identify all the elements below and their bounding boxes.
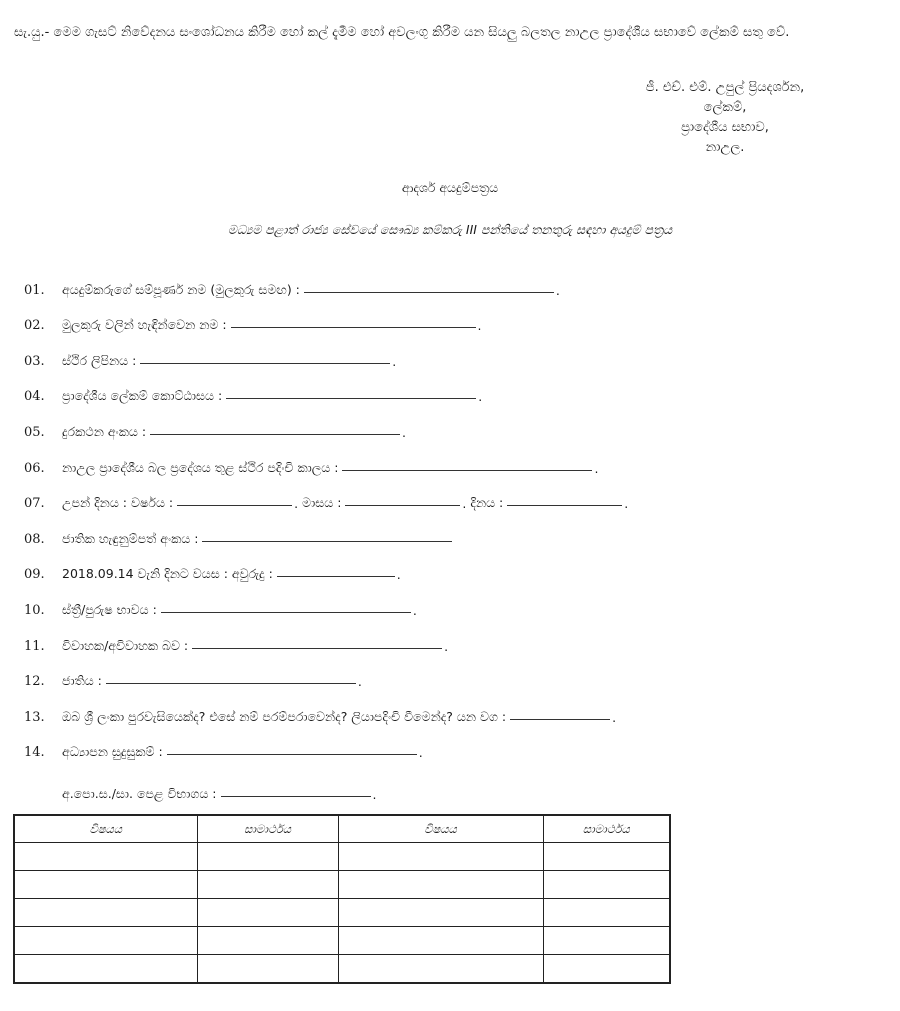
day-label: දිනය : <box>470 495 504 511</box>
field-number: 05. <box>24 424 45 440</box>
table-row <box>14 871 670 899</box>
application-fields <box>24 262 894 802</box>
field-number: 14. <box>24 745 45 761</box>
field-divisional-secretariat: 04. ප්‍රාදේශීය ලේකම් කොට්ඨාසය : . <box>24 388 483 405</box>
subject-header: විෂයය <box>14 815 197 843</box>
field-permanent-address: 03. ස්ථිර ලිපිනය : . <box>24 352 397 369</box>
field-telephone: 05. දුරකථන අංකය : . <box>24 423 407 440</box>
table-row <box>14 927 670 955</box>
table-cell[interactable] <box>543 871 670 899</box>
field-label: ඔබ ශ්‍රී ලංකා පුරවැසියෙක්ද? එසේ නම් පරම්පරාවෙන්ද? ලියාපදිංචි වීමෙන්ද? යන වග : <box>62 708 507 724</box>
field-label: මුලකුරු වලින් හැඳින්වෙන නම : <box>62 317 227 333</box>
fill-line[interactable] <box>226 397 476 399</box>
field-label: ජාතිය : <box>62 673 102 689</box>
field-number: 07. <box>24 496 45 512</box>
table-cell[interactable] <box>14 899 197 927</box>
table-cell[interactable] <box>338 871 543 899</box>
table-cell[interactable] <box>197 899 338 927</box>
field-race: 12. ජාතිය : . <box>24 673 362 690</box>
signatory-office: ප්‍රාදේශීය සභාව, <box>681 120 769 135</box>
table-cell[interactable] <box>14 871 197 899</box>
field-residence-period: 06. නාඋල ප්‍රාදේශීය බල ප්‍රදේශය තුළ ස්ථිර පදිංචි කාලය : . <box>24 459 599 476</box>
table-cell[interactable] <box>338 899 543 927</box>
field-number: 04. <box>24 389 45 405</box>
field-number: 01. <box>24 282 45 298</box>
field-label: දුරකථන අංකය : <box>62 423 147 439</box>
table-cell[interactable] <box>14 927 197 955</box>
field-label: ස්ථිර ලිපිනය : <box>62 352 137 368</box>
table-cell[interactable] <box>543 927 670 955</box>
table-row <box>14 955 670 984</box>
field-age: 09. 2018.09.14 වැනි දිනට වයස : අවුරුදු : . <box>24 566 401 583</box>
field-label: ස්ත්‍රී/පුරුෂ භාවය : <box>62 601 157 617</box>
fill-line[interactable] <box>277 575 395 577</box>
table-cell[interactable] <box>14 955 197 984</box>
fill-line[interactable] <box>510 718 610 720</box>
field-number: 12. <box>24 674 45 690</box>
field-label: උපන් දිනය : වර්ෂය : <box>62 495 174 511</box>
fill-line[interactable] <box>304 291 554 293</box>
exam-label: අ.පො.ස./සා. පෙළ විභාගය : <box>62 786 217 802</box>
table-cell[interactable] <box>543 899 670 927</box>
field-education: 14. අධ්‍යාපන සුදුසුකම් : . <box>24 744 423 761</box>
field-label: ජාතික හැඳුනුම්පත් අංකය : <box>62 530 199 546</box>
field-number: 13. <box>24 709 45 725</box>
field-number: 10. <box>24 602 45 618</box>
field-label: අධ්‍යාපන සුදුසුකම් : <box>62 744 163 760</box>
table-cell[interactable] <box>197 843 338 871</box>
field-label: විවාහක/අවිවාහක බව : <box>62 637 189 653</box>
month-label: මාසය : <box>302 495 342 511</box>
pass-header: සාමාර්ථය <box>197 815 338 843</box>
fill-line[interactable] <box>192 647 442 649</box>
notice-text: සැ.යු.- මෙම ගැසට් නිවේදනය සංශෝධනය කිරීම හෝ කල් දැමීම හෝ අවලංගු කිරීම යන සියලු බලතල නාඋල ප්‍රාදේශීය සභාවේ ලේකම් සතු වේ. <box>14 25 790 40</box>
year-fill-line[interactable] <box>177 504 292 506</box>
fill-line[interactable] <box>161 611 411 613</box>
form-title: ආදර්ශ අයදුම්පත්‍රය <box>401 180 499 195</box>
field-date-of-birth: 07. උපන් දිනය : වර්ෂය : . මාසය : . දිනය : . <box>24 495 629 512</box>
month-fill-line[interactable] <box>345 504 460 506</box>
signatory-place: නාඋල. <box>705 140 745 155</box>
table-header-row <box>14 815 670 843</box>
signatory-title: ලේකම්, <box>703 100 747 115</box>
field-nic-number <box>24 511 894 547</box>
exam-results-table <box>13 814 671 984</box>
fill-line[interactable] <box>140 362 390 364</box>
table-cell[interactable] <box>338 927 543 955</box>
table-cell[interactable] <box>338 843 543 871</box>
day-fill-line[interactable] <box>507 504 622 506</box>
field-label: අයදුම්කරුගේ සම්පූර්ණ නම (මුලකුරු සමඟ) : <box>62 281 300 297</box>
field-citizenship: 13. ඔබ ශ්‍රී ලංකා පුරවැසියෙක්ද? එසේ නම් පරම්පරාවෙන්ද? ලියාපදිංචි වීමෙන්ද? යන වග : . <box>24 708 617 725</box>
pass-header: සාමාර්ථය <box>543 815 670 843</box>
table-cell[interactable] <box>543 843 670 871</box>
field-number: 08. <box>24 531 45 547</box>
field-marital-status: 11. විවාහක/අවිවාහක බව : . <box>24 637 449 654</box>
field-number: 11. <box>24 638 45 654</box>
field-gce-ol-exam: අ.පො.ස./සා. පෙළ විභාගය : . <box>62 786 377 803</box>
table-cell[interactable] <box>14 843 197 871</box>
fill-line[interactable] <box>106 682 356 684</box>
field-name-with-initials: 02. මුලකුරු වලින් හැඳින්වෙන නම : . <box>24 317 482 334</box>
field-full-name: 01. අයදුම්කරුගේ සම්පූර්ණ නම (මුලකුරු සමඟ) : . <box>24 281 560 298</box>
field-gender: 10. ස්ත්‍රී/පුරුෂ භාවය : . <box>24 601 417 618</box>
fill-line[interactable] <box>221 795 371 797</box>
field-label: ප්‍රාදේශීය ලේකම් කොට්ඨාසය : <box>62 388 223 404</box>
table-cell[interactable] <box>197 955 338 984</box>
table-row <box>14 899 670 927</box>
fill-line[interactable] <box>167 753 417 755</box>
fill-line[interactable] <box>202 540 452 542</box>
table-row <box>14 843 670 871</box>
table-cell[interactable] <box>543 955 670 984</box>
field-number: 06. <box>24 460 45 476</box>
field-label: නාඋල ප්‍රාදේශීය බල ප්‍රදේශය තුළ ස්ථිර පදිංචි කාලය : <box>62 459 339 475</box>
fill-line[interactable] <box>231 326 476 328</box>
table-cell[interactable] <box>197 927 338 955</box>
fill-line[interactable] <box>150 433 400 435</box>
field-label: 2018.09.14 වැනි දිනට වයස : අවුරුදු : <box>62 566 273 582</box>
field-number: 09. <box>24 567 45 583</box>
form-subtitle: මධ්‍යම පළාත් රාජ්‍ය සේවයේ සෞඛ්‍ය කම්කරු III පන්තියේ තනතුරු සඳහා අයදුම් පත්‍රය <box>227 222 673 237</box>
field-number: 02. <box>24 318 45 334</box>
fill-line[interactable] <box>342 469 592 471</box>
table-cell[interactable] <box>338 955 543 984</box>
signature-block <box>600 78 850 158</box>
table-cell[interactable] <box>197 871 338 899</box>
subject-header: විෂයය <box>338 815 543 843</box>
signatory-name: ජී. එච්. එම්. උපුල් ප්‍රියදර්ශන, <box>645 80 805 95</box>
field-number: 03. <box>24 353 45 369</box>
